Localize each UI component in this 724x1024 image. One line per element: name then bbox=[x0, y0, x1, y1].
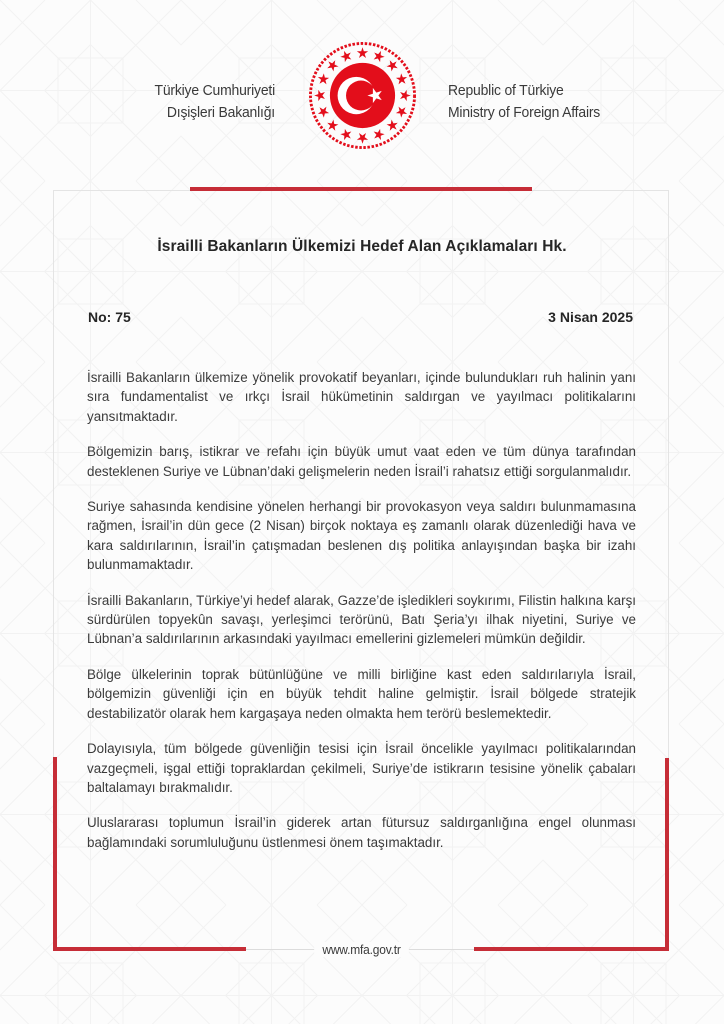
paragraph: İsrailli Bakanların ülkemize yönelik provokatif beyanları, içinde bulundukları ruh halinin yanı sıra fundamentalist ve ırkçı İsrail hükümetinin saldırgan ve yayılmacı politikalarını yansıtmaktadır. bbox=[87, 370, 636, 424]
ministry-name-tr-line1: Türkiye Cumhuriyeti bbox=[154, 82, 275, 99]
frame-top-red-accent bbox=[190, 187, 532, 191]
release-date: 3 Nisan 2025 bbox=[548, 309, 633, 325]
frame-left-red-lower bbox=[53, 757, 57, 951]
release-number: No: 75 bbox=[88, 309, 131, 325]
ministry-name-en-line2: Ministry of Foreign Affairs bbox=[448, 104, 601, 121]
frame-bottom-red-left bbox=[53, 947, 246, 951]
footer bbox=[262, 941, 462, 959]
frame-left-border-upper bbox=[53, 190, 54, 757]
frame-bottom-red-right bbox=[474, 947, 669, 951]
paragraph: Suriye sahasında kendisine yönelen herhangi bir provokasyon veya saldırı bulunmamasına rağmen, İsrail’in dün gece (2 Nisan) birçok noktaya eş zamanlı olarak düzenlediği hava ve kara saldırılarının, İsrail’in çatışmadan beslenen dış politika anlayışından başka bir izahı bulunmamaktadır. bbox=[87, 499, 636, 573]
frame-right-border-upper bbox=[668, 190, 669, 758]
paragraph: Dolayısıyla, tüm bölgede güvenliğin tesisi için İsrail öncelikle yayılmacı politikalarından vazgeçmeli, işgal ettiği topraklardan çekilmeli, Suriye’de istikrarın tesisine yönelik çabaları baltalamayı bırakmalıdır. bbox=[87, 741, 636, 795]
paragraph: Bölge ülkelerinin toprak bütünlüğüne ve milli birliğine kast eden saldırılarıyla İsrail, bölgemizin güvenliği için en büyük tehdit haline gelmiştir. İsrail bölgede stratejik destabilizatör olarak hem kargaşaya neden olmakta hem terörü beslemektedir. bbox=[87, 666, 636, 721]
frame-right-red-lower bbox=[665, 758, 669, 951]
ministry-name-en-line1: Republic of Türkiye bbox=[448, 82, 564, 99]
ministry-name-turkish bbox=[19, 80, 275, 124]
paragraph: İsrailli Bakanların, Türkiye’yi hedef alarak, Gazze’de işledikleri soykırımı, Filistin halkına karşı sürdürülen topyekûn savaşı, yerleşimci terörünü, Batı Şeria’yı ilhak niyetini, Suriye ve Lübnan’a saldırılarının arkasındaki yayılmacı emellerini gizlemeleri mümkün değildir. bbox=[87, 592, 636, 647]
page-title: İsrailli Bakanların Ülkemizi Hedef Alan Açıklamaları Hk. bbox=[157, 238, 567, 256]
paragraph: Bölgemizin barış, istikrar ve refahı için büyük umut vaat eden ve tüm dünya tarafından desteklenen Suriye ve Lübnan’daki gelişmelerin neden İsrail’i rahatsız ettiği sorgulanmalıdır. bbox=[87, 444, 636, 479]
mfa-star-and-crescent-emblem-icon bbox=[305, 38, 420, 153]
ministry-name-english bbox=[448, 80, 600, 124]
body-text bbox=[87, 368, 636, 868]
ministry-name-tr-line2: Dışişleri Bakanlığı bbox=[166, 104, 275, 121]
website-link[interactable]: www.mfa.gov.tr bbox=[315, 942, 410, 957]
paragraph: Uluslararası toplumun İsrail’in giderek artan fütursuz saldırganlığına engel olunması bağlamındaki sorumluluğunu üstlenmesi önem taşımaktadır. bbox=[87, 815, 636, 850]
